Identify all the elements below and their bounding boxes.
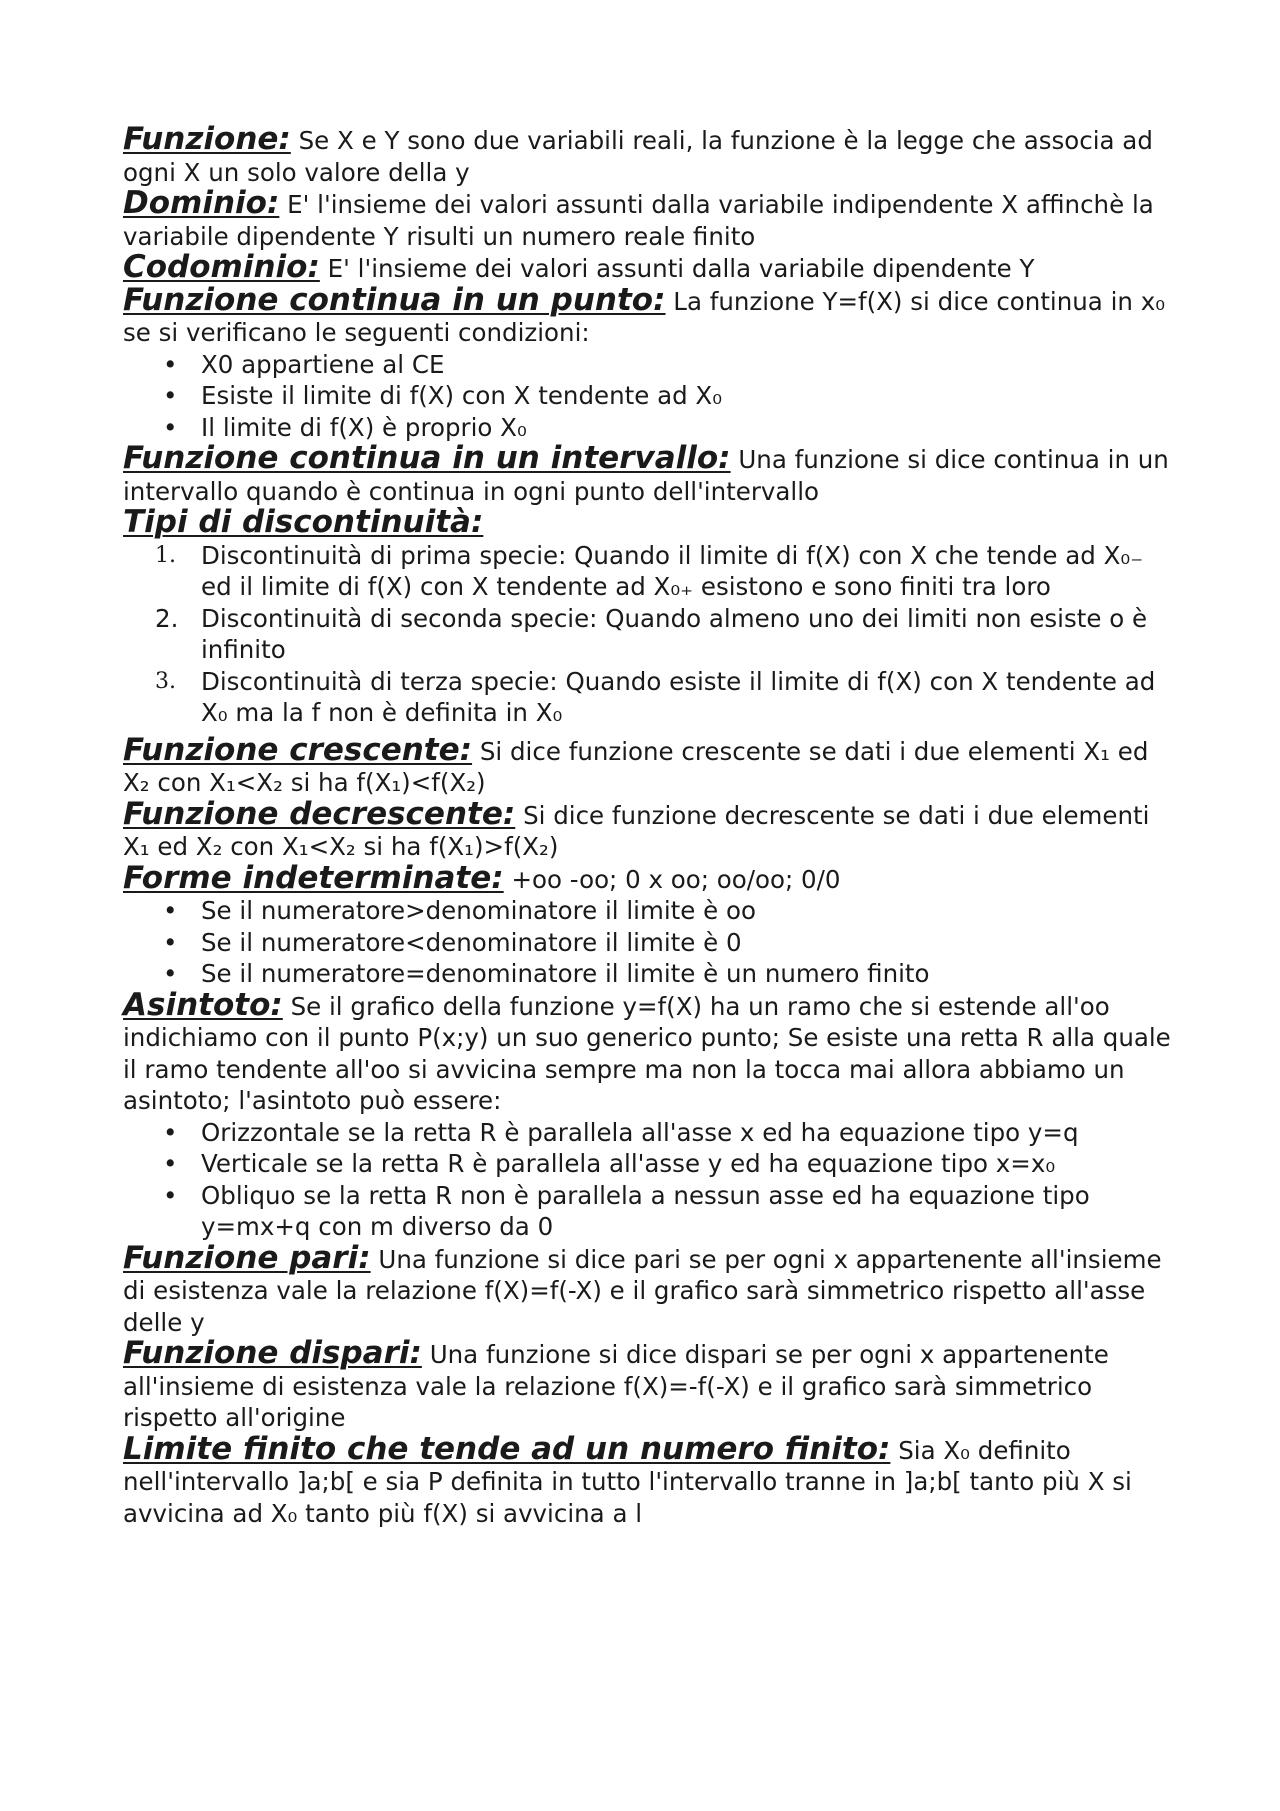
term-definition: Sia X₀ definito nell'intervallo ]a;b[ e sia P definita in tutto l'intervallo tranne in ]a;b[ tanto più X si avvicina ad X₀ tanto più f(X) si avvicina a l [123, 1435, 1132, 1528]
term-definition: E' l'insieme dei valori assunti dalla variabile dipendente Y [327, 254, 1035, 283]
list-item: 1. Discontinuità di prima specie: Quando il limite di f(X) con X che tende ad X₀₋ ed il limite di f(X) con X tendente ad X₀₊ esistono e sono finiti tra loro [155, 540, 1144, 601]
term-title: Funzione continua in un intervallo: [123, 440, 731, 476]
term-title: Funzione pari: [123, 1239, 371, 1276]
bullet-list [123, 895, 1173, 990]
term-title: Forme indeterminate: [123, 859, 504, 896]
bullet-icon: • [163, 381, 178, 410]
bullet-icon: • [163, 412, 178, 442]
term-definition: Se il grafico della funzione y=f(X) ha un ramo che si estende all'oo indichiamo con il punto P(x;y) un suo generico punto; Se esiste una retta R alla quale il ramo tendente all'oo si avvicina sempre ma non la tocca mai allora abbiamo un asintoto; l'asintoto può essere: [123, 991, 1171, 1115]
numbered-list [123, 540, 1173, 729]
bullet-list [123, 349, 1173, 444]
list-item: • Se il numeratore<denominatore il limite è 0 [163, 927, 742, 957]
list-number: 1. [155, 542, 176, 568]
list-item: • Verticale se la retta R è parallela all'asse y ed ha equazione tipo x=x₀ [163, 1149, 1056, 1178]
term-title: Limite finito che tende ad un numero finito: [123, 1430, 891, 1467]
entry-dominio [123, 185, 1173, 252]
list-item: • Obliquo se la retta R non è parallela a nessun asse ed ha equazione tipo y=mx+q con m diverso da 0 [163, 1180, 1090, 1241]
list-item: • X0 appartiene al CE [163, 349, 445, 379]
notes-page [123, 121, 1173, 1529]
list-item: 2. Discontinuità di seconda specie: Quando almeno uno dei limiti non esiste o è infinito [155, 603, 1148, 664]
term-definition: Una funzione si dice dispari se per ogni x appartenente all'insieme di esistenza vale la relazione f(X)=-f(-X) e il grafico sarà simmetrico rispetto all'origine [123, 1340, 1109, 1432]
list-item: • Il limite di f(X) è proprio X₀ [163, 412, 527, 442]
term-definition: Si dice funzione crescente se dati i due elementi X₁ ed X₂ con X₁<X₂ si ha f(X₁)<f(X₂) [123, 736, 1149, 797]
term-definition: E' l'insieme dei valori assunti dalla variabile indipendente X affinchè la variabile dipendente Y risulti un numero reale finito [123, 190, 1154, 251]
list-item: • Se il numeratore=denominatore il limite è un numero finito [163, 959, 930, 988]
list-item: • Se il numeratore>denominatore il limite è oo [163, 896, 756, 925]
term-definition: +oo -oo; 0 x oo; oo/oo; 0/0 [511, 864, 841, 894]
bullet-icon: • [163, 927, 178, 957]
bullet-icon: • [163, 1180, 178, 1210]
entry-limite-finito [123, 1430, 1173, 1530]
entry-funzione-decrescente [123, 795, 1173, 863]
entry-funzione-crescente [123, 731, 1173, 799]
bullet-icon: • [163, 959, 178, 988]
entry-codominio [123, 249, 1173, 285]
bullet-icon: • [163, 896, 178, 925]
list-number: 2. [155, 603, 179, 633]
bullet-icon: • [163, 1149, 178, 1178]
entry-tipi-discontinuita [123, 504, 1173, 540]
term-definition: Si dice funzione decrescente se dati i due elementi X₁ ed X₂ con X₁<X₂ si ha f(X₁)>f(X₂) [123, 800, 1150, 861]
term-title: Funzione crescente: [123, 731, 473, 768]
term-definition: La funzione Y=f(X) si dice continua in x₀ se si verificano le seguenti condizioni: [123, 286, 1166, 347]
term-title: Codominio: [123, 249, 320, 285]
bullet-list [123, 1117, 1173, 1243]
term-definition: Una funzione si dice pari se per ogni x appartenente all'insieme di esistenza vale la relazione f(X)=f(-X) e il grafico sarà simmetrico rispetto all'asse delle y [123, 1244, 1162, 1337]
term-title: Asintoto: [123, 986, 283, 1023]
term-title: Dominio: [123, 185, 280, 221]
entry-forme-indeterminate [123, 859, 1173, 896]
bullet-icon: • [163, 349, 178, 379]
list-item: • Orizzontale se la retta R è parallela all'asse x ed ha equazione tipo y=q [163, 1117, 1079, 1147]
entry-asintoto [123, 986, 1173, 1117]
entry-funzione-pari [123, 1239, 1173, 1339]
entry-funzione-continua-intervallo [123, 440, 1173, 507]
term-definition: Una funzione si dice continua in un intervallo quando è continua in ogni punto dell'intervallo [123, 445, 1169, 506]
list-number: 3. [155, 668, 176, 694]
entry-funzione-dispari [123, 1335, 1173, 1434]
list-item: • Esiste il limite di f(X) con X tendente ad X₀ [163, 381, 723, 410]
term-title: Funzione dispari: [123, 1335, 422, 1371]
entry-funzione-continua-punto [123, 281, 1173, 349]
term-title: Tipi di discontinuità: [123, 504, 484, 540]
term-title: Funzione: [123, 121, 291, 157]
term-title: Funzione decrescente: [123, 795, 516, 832]
term-title: Funzione continua in un punto: [123, 281, 666, 318]
list-item: 3. Discontinuità di terza specie: Quando esiste il limite di f(X) con X tendente ad X₀ ma la f non è definita in X₀ [155, 666, 1156, 727]
entry-funzione [123, 121, 1173, 188]
bullet-icon: • [163, 1117, 178, 1147]
term-definition: Se X e Y sono due variabili reali, la funzione è la legge che associa ad ogni X un solo valore della y [123, 126, 1153, 187]
